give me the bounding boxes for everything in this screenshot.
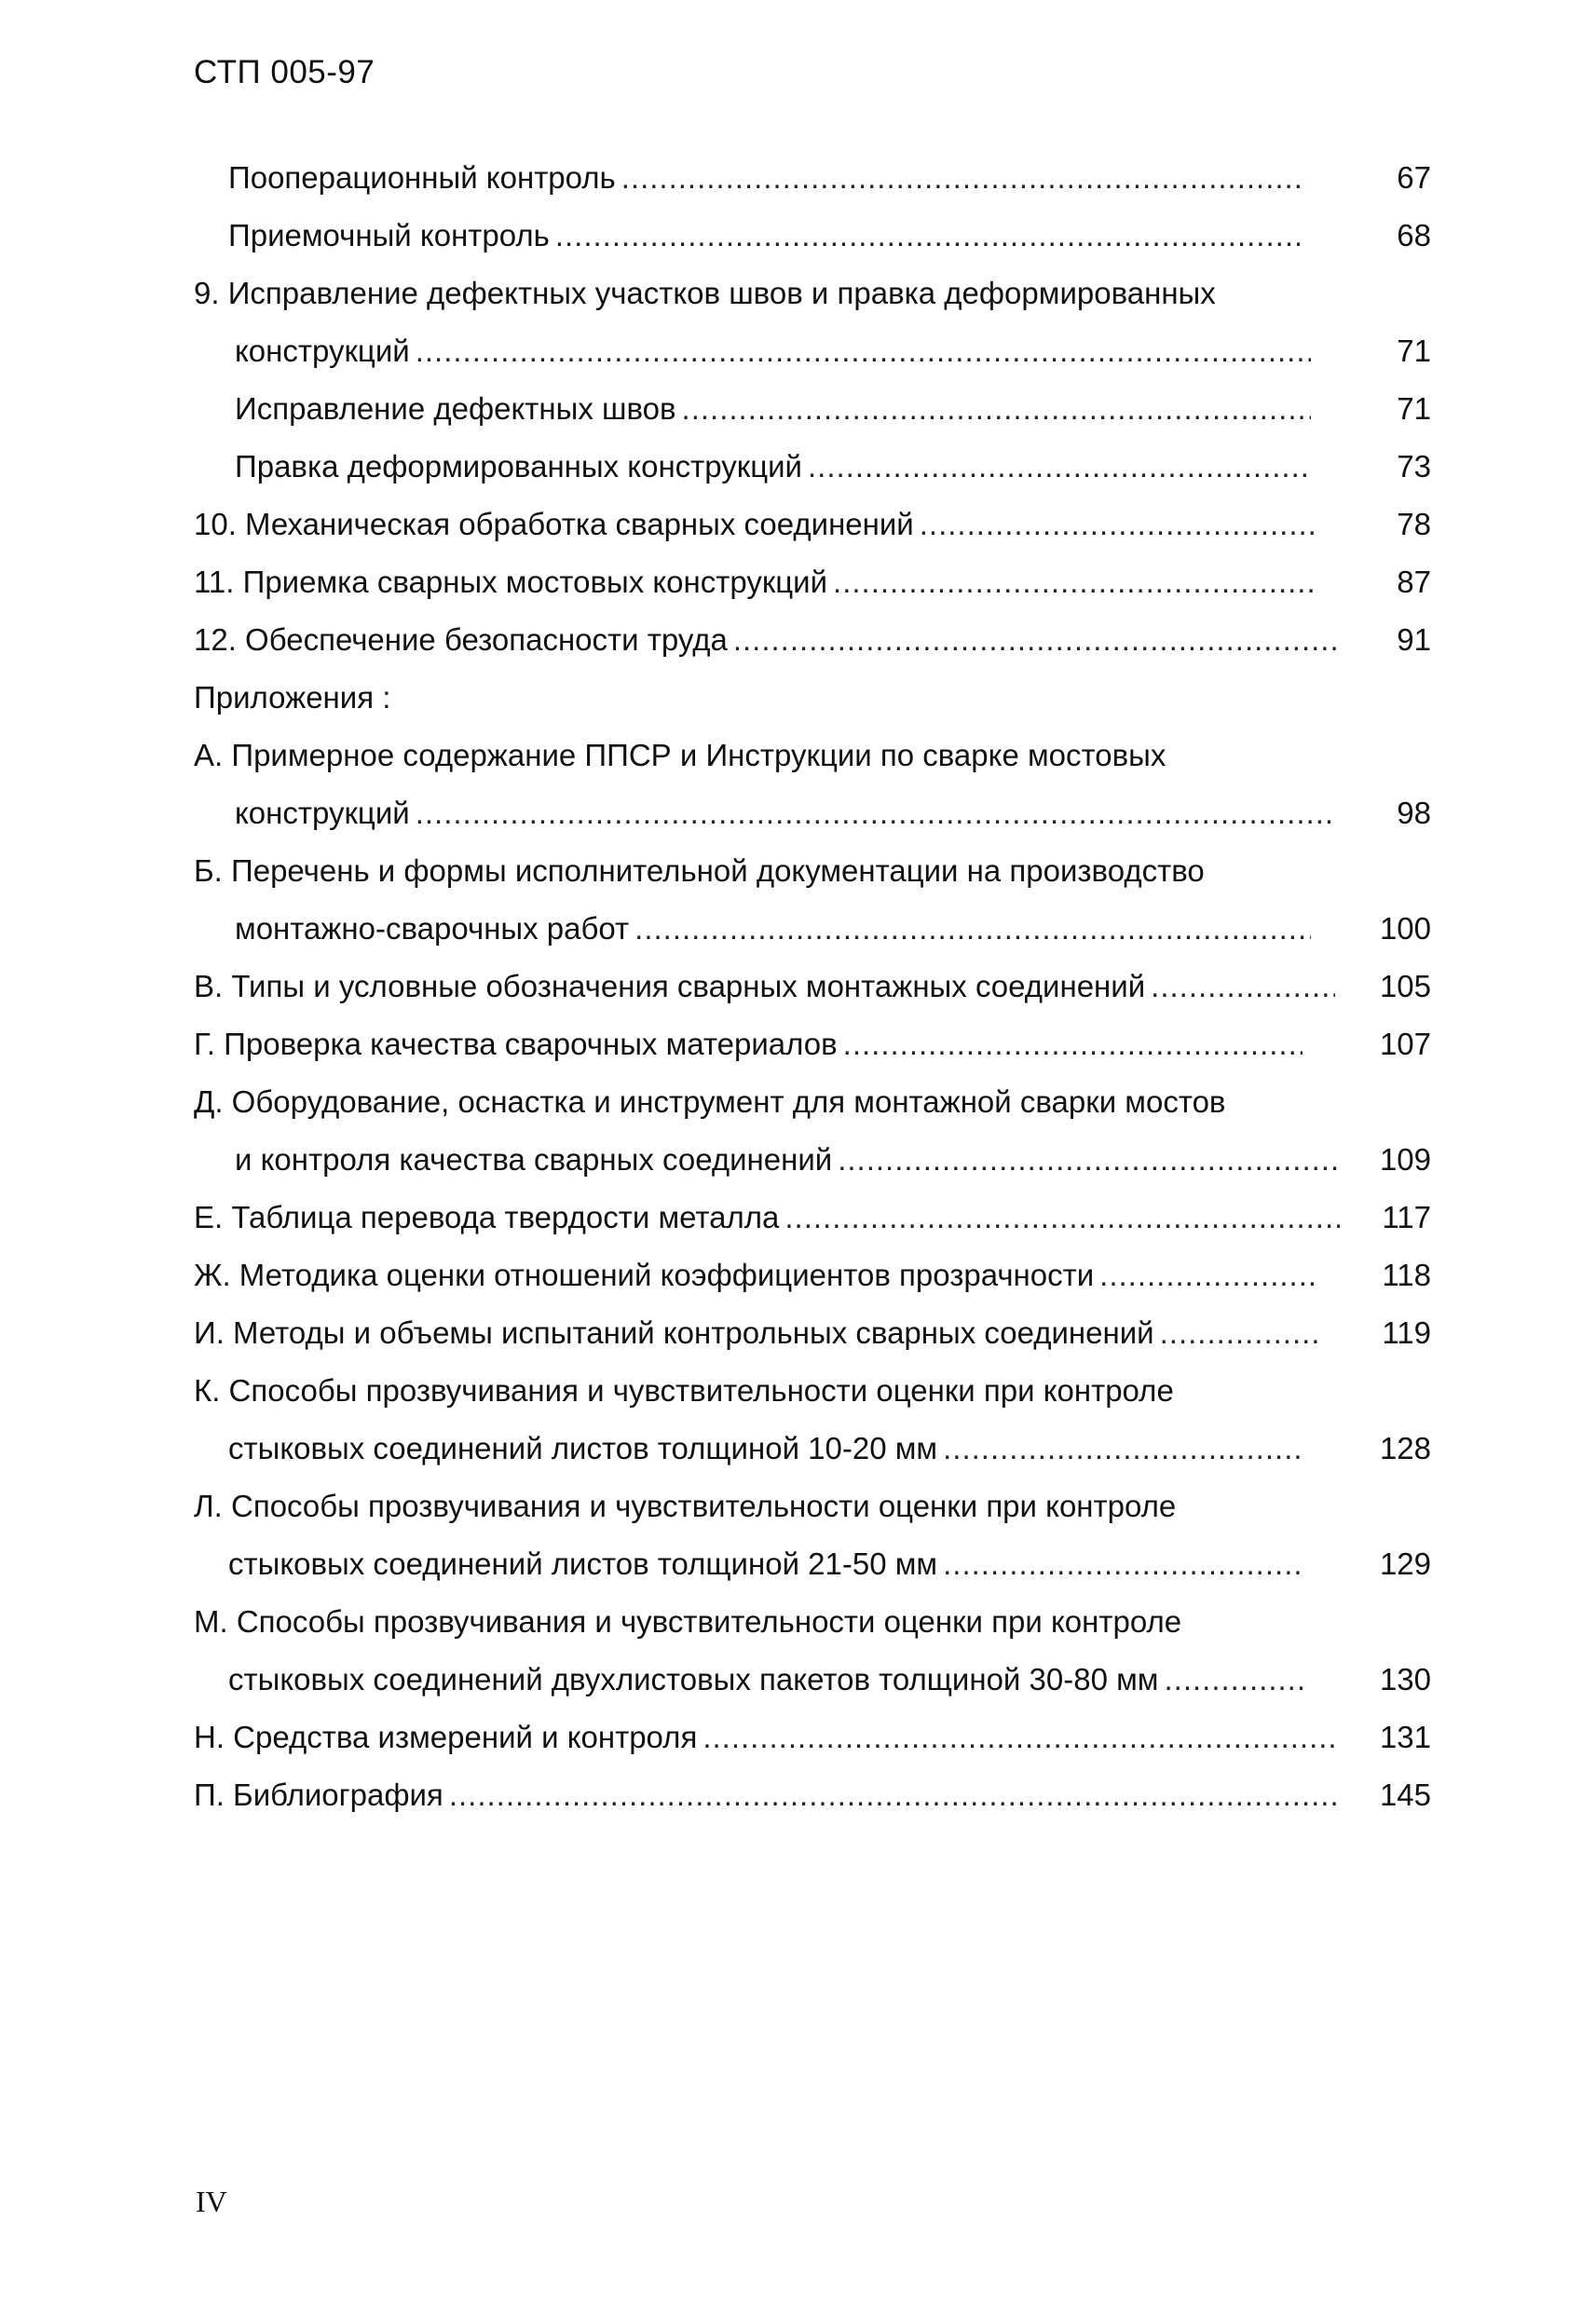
- toc-page-number: 71: [1397, 334, 1431, 368]
- toc-entry-text: И. Методы и объемы испытаний контрольных сварных соединений: [194, 1315, 1154, 1350]
- dot-leader: [833, 565, 1318, 600]
- toc-entry-text: 9. Исправление дефектных участков швов и правка деформированных: [194, 276, 1216, 310]
- document-code-header: СТП 005-97: [194, 54, 375, 90]
- toc-page-number: 119: [1382, 1315, 1431, 1350]
- toc-entry-text: Приложения :: [194, 680, 391, 715]
- toc-page-number: 145: [1379, 1778, 1431, 1812]
- toc-entry-text: 12. Обеспечение безопасности труда: [194, 622, 728, 657]
- toc-page-number: 131: [1379, 1720, 1431, 1754]
- toc-entry-text: стыковых соединений листов толщиной 21-50 мм: [228, 1546, 938, 1581]
- toc-entry-continuation: [0, 1651, 1596, 1709]
- toc-entry-text: А. Примерное содержание ППСР и Инструкции по сварке мостовых: [194, 738, 1166, 772]
- toc-entry: [0, 1073, 1596, 1131]
- toc-page-number: 129: [1379, 1546, 1431, 1581]
- toc-page-number: 100: [1379, 911, 1431, 946]
- toc-entry-continuation: [0, 1535, 1596, 1593]
- dot-leader: [634, 911, 1311, 947]
- dot-leader: [838, 1142, 1340, 1178]
- toc-entry-text: Л. Способы прозвучивания и чувствительности оценки при контроле: [194, 1489, 1177, 1523]
- toc-entry-text: Пооперационный контроль: [228, 160, 616, 195]
- page-number-roman: IV: [196, 2185, 227, 2218]
- toc-page-number: 109: [1379, 1142, 1431, 1177]
- dot-leader: [943, 1431, 1300, 1466]
- toc-entry-text: 10. Механическая обработка сварных соединений: [194, 507, 914, 541]
- dot-leader: [416, 334, 1311, 369]
- toc-entry: [0, 553, 1596, 611]
- toc-page-number: 67: [1397, 160, 1431, 195]
- dot-leader: [621, 160, 1300, 196]
- toc-entry-text: конструкций: [235, 334, 410, 368]
- toc-entry-text: стыковых соединений листов толщиной 10-20 мм: [228, 1431, 938, 1465]
- dot-leader: [943, 1546, 1300, 1582]
- dot-leader: [449, 1778, 1340, 1813]
- toc-entry-text: П. Библиография: [194, 1778, 443, 1812]
- toc-page-number: 107: [1379, 1027, 1431, 1061]
- toc-entry: [0, 1709, 1596, 1766]
- toc-page-number: 128: [1379, 1431, 1431, 1465]
- toc-page-number: 105: [1379, 969, 1431, 1003]
- toc-entry-text: Б. Перечень и формы исполнительной документации на производство: [194, 853, 1205, 888]
- toc-entry-text: М. Способы прозвучивания и чувствительности оценки при контроле: [194, 1604, 1182, 1639]
- toc-entry-text: Е. Таблица перевода твердости металла: [194, 1200, 780, 1234]
- toc-entry: [0, 1362, 1596, 1420]
- toc-page-number: 117: [1382, 1200, 1431, 1234]
- toc-entry-text: конструкций: [235, 796, 410, 830]
- toc-entry: [0, 1247, 1596, 1304]
- toc-entry-continuation: [0, 784, 1596, 842]
- dot-leader: [784, 1200, 1340, 1235]
- toc-page-number: 78: [1397, 507, 1431, 541]
- dot-leader: [682, 391, 1311, 427]
- toc-page-number: 68: [1397, 218, 1431, 252]
- toc-entry: [0, 265, 1596, 322]
- toc-page-number: 91: [1397, 622, 1431, 657]
- toc-entry-continuation: [0, 900, 1596, 958]
- toc-entry: [0, 611, 1596, 669]
- toc-entry: [0, 1015, 1596, 1073]
- toc-entry: [0, 727, 1596, 784]
- toc-entry: [0, 149, 1596, 207]
- dot-leader: [920, 507, 1318, 542]
- toc-entry-text: Д. Оборудование, оснастка и инструмент для монтажной сварки мостов: [194, 1084, 1226, 1119]
- toc-entry: [0, 438, 1596, 496]
- toc-entry: [0, 207, 1596, 265]
- toc-page-number: 98: [1397, 796, 1431, 830]
- dot-leader: [555, 218, 1300, 253]
- toc-entry: [0, 380, 1596, 438]
- toc-entry-continuation: [0, 1420, 1596, 1478]
- toc-page-number: 87: [1397, 565, 1431, 599]
- toc-entry: [0, 842, 1596, 900]
- dot-leader: [1164, 1662, 1309, 1697]
- dot-leader: [1151, 969, 1335, 1004]
- toc-entry: [0, 1766, 1596, 1824]
- toc-entry-text: Исправление дефектных швов: [235, 391, 676, 426]
- dot-leader: [843, 1027, 1303, 1062]
- dot-leader: [703, 1720, 1335, 1755]
- appendices-heading: [0, 669, 1596, 727]
- toc-entry-text: Н. Средства измерений и контроля: [194, 1720, 698, 1754]
- toc-page-number: 73: [1397, 449, 1431, 484]
- toc-page-number: 118: [1382, 1258, 1431, 1292]
- toc-entry-continuation: [0, 322, 1596, 380]
- dot-leader: [808, 449, 1311, 484]
- toc-entry-text: и контроля качества сварных соединений: [235, 1142, 833, 1177]
- dot-leader: [1160, 1315, 1318, 1351]
- toc-page-number: 71: [1397, 391, 1431, 426]
- toc-entry: [0, 1478, 1596, 1535]
- toc-entry-text: монтажно-сварочных работ: [235, 911, 630, 946]
- toc-entry: [0, 1304, 1596, 1362]
- toc-entry-text: В. Типы и условные обозначения сварных монтажных соединений: [194, 969, 1146, 1003]
- toc-entry-text: Г. Проверка качества сварочных материалов: [194, 1027, 838, 1061]
- toc-entry-text: Ж. Методика оценки отношений коэффициентов прозрачности: [194, 1258, 1095, 1292]
- toc-entry-text: К. Способы прозвучивания и чувствительности оценки при контроле: [194, 1373, 1174, 1408]
- toc-page-number: 130: [1379, 1662, 1431, 1696]
- toc-entry: [0, 496, 1596, 553]
- toc-entry-text: стыковых соединений двухлистовых пакетов толщиной 30-80 мм: [228, 1662, 1159, 1696]
- toc-entry-text: Приемочный контроль: [228, 218, 550, 252]
- dot-leader: [733, 622, 1340, 658]
- dot-leader: [1099, 1258, 1318, 1293]
- toc-entry-text: 11. Приемка сварных мостовых конструкций: [194, 565, 828, 599]
- toc-entry-continuation: [0, 1131, 1596, 1189]
- toc-entry: [0, 958, 1596, 1015]
- dot-leader: [416, 796, 1330, 831]
- toc-entry-text: Правка деформированных конструкций: [235, 449, 802, 484]
- toc-entry: [0, 1189, 1596, 1247]
- toc-entry: [0, 1593, 1596, 1651]
